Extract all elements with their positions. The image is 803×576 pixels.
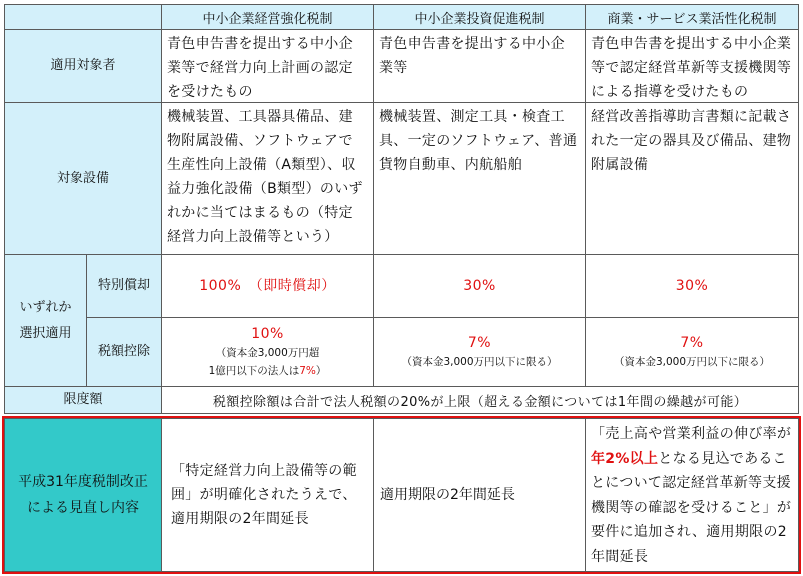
row-label-choice [4,254,87,387]
tax-credit-col2 [373,317,586,387]
revision-col3-post: となる見込であることについて認定経営革新等支援機関等の確認を受けること」が要件に追加され、適用期限の2年間延長 [591,450,792,565]
choice-label-text: いずれか選択適用 [19,299,72,341]
tax-credit-col1-value: 10% [251,326,284,342]
tax-credit-col1-note-red: 7% [299,365,316,377]
tax-credit-col3 [585,317,799,387]
row-label-tax-credit: 税額控除 [86,317,162,387]
row-label-revision [4,418,162,572]
tax-credit-col2-value: 7% [467,335,492,351]
revision-label-text: 平成31年度税制改正による見直し内容 [18,474,148,516]
tax-credit-col3-value: 7% [680,335,704,351]
column-header-investment-promotion: 中小企業投資促進税制 [373,4,586,30]
row-label-special-depreciation: 特別償却 [86,254,162,318]
revision-col2-text: 適用期限の2年間延長 [380,487,515,503]
revision-col3-pre: 「売上高や営業利益の伸び率が [591,426,792,442]
tax-credit-col1-note-line1: （資本金3,000万円超 [215,347,320,359]
special-depreciation-col3 [585,254,799,318]
limit-value: 税額控除額は合計で法人税額の20%が上限（超える金額については1年間の繰越が可能） [212,394,748,410]
applicable-col2: 青色申告書を提出する中小企業等 [373,29,586,103]
tax-credit-col1-note-post: ） [315,365,327,377]
equipment-col1: 機械装置、工具器具備品、建物附属設備、ソフトウェアで生産性向上設備（A類型）、収益力強化設備（B類型）のいずれかに当てはまるもの（特定経営力向上設備等という） [161,102,374,255]
special-depreciation-col3-value: 30% [675,278,709,294]
tax-credit-col2-note: （資本金3,000万円以下に限る） [401,356,558,368]
special-depreciation-col1-value: 100% （即時償却） [199,278,336,294]
row-label-equipment: 対象設備 [4,102,162,255]
row-label-applicable: 適用対象者 [4,29,162,103]
revision-col3-text [586,419,798,569]
tax-credit-col3-note: （資本金3,000万円以下に限る） [613,356,771,368]
corner-blank-cell [4,4,162,30]
revision-col2 [373,418,586,572]
special-depreciation-col2 [373,254,586,318]
revision-col1 [161,418,374,572]
revision-col3 [585,418,799,572]
column-header-commerce-service: 商業・サービス業活性化税制 [585,4,799,30]
column-header-management-reinforcement: 中小企業経営強化税制 [161,4,374,30]
special-depreciation-col2-value: 30% [463,278,496,294]
applicable-col3: 青色申告書を提出する中小企業等で認定経営革新等支援機関等による指導を受けたもの [585,29,799,103]
tax-credit-col1 [161,317,374,387]
equipment-col3: 経営改善指導助言書類に記載された一定の器具及び備品、建物附属設備 [585,102,799,255]
applicable-col1: 青色申告書を提出する中小企業等で経営力向上計画の認定を受けたもの [161,29,374,103]
row-label-limit: 限度額 [4,386,162,414]
equipment-col2: 機械装置、測定工具・検査工具、一定のソフトウェア、普通貨物自動車、内航船舶 [373,102,586,255]
tax-credit-col1-note-line2 [209,362,327,380]
tax-credit-col1-note-pre: 1億円以下の法人は [208,365,300,377]
special-depreciation-col1 [161,254,374,318]
revision-col1-text: 「特定経営力向上設備等の範囲」が明確化されたうえで、適用期限の2年間延長 [171,463,357,527]
limit-value-cell [161,386,799,414]
revision-col3-highlight: 年2%以上 [591,450,659,467]
